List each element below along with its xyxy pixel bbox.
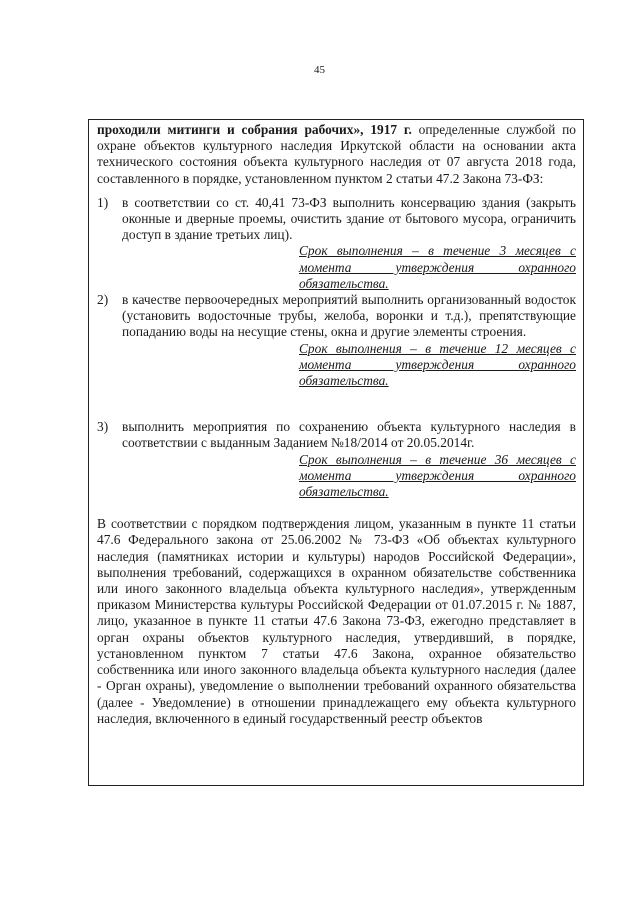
list-item-3 bbox=[97, 419, 576, 451]
list-item-text: выполнить мероприятия по сохранению объекта культурного наследия в соответствии с выданным Заданием №18/2014 от 20.05.2014г. bbox=[122, 419, 576, 451]
list-item-text: в соответствии со ст. 40,41 73-ФЗ выполнить консервацию здания (закрыть оконные и дверные проемы, очистить здание от бытового мусора, ограничить доступ в здание третьих лиц). bbox=[122, 194, 576, 243]
list-item-1 bbox=[97, 195, 576, 244]
intro-paragraph bbox=[97, 122, 576, 187]
spacer bbox=[97, 187, 576, 195]
list-item-2 bbox=[97, 292, 576, 341]
intro-bold-text: проходили митинги и собрания рабочих», 1917 г. bbox=[97, 122, 412, 137]
page-number: 45 bbox=[314, 64, 325, 76]
deadline-note-1: Срок выполнения – в течение 3 месяцев с момента утверждения охранного обязательства. bbox=[299, 243, 576, 291]
deadline-note-3: Срок выполнения – в течение 36 месяцев с момента утверждения охранного обязательства. bbox=[299, 451, 576, 500]
list-item-number: 1) bbox=[97, 194, 109, 210]
spacer bbox=[97, 500, 576, 516]
list-item-number: 2) bbox=[97, 292, 109, 308]
final-paragraph: В соответствии с порядком подтверждения лицом, указанным в пункте 11 статьи 47.6 Федерального закона от 25.06.2002 № 73-ФЗ «Об объектах культурного наследия (памятниках истории и культуры) народов Российской Федерации», выполнения требований, содержащихся в охранном обязательстве собственника или иного законного владельца объекта культурного наследия», утвержденным приказом Министерства культуры Российской Федерации от 01.07.2015 г. № 1887, лицо, указанное в пункте 11 статьи 47.6 Закона 73-ФЗ, ежегодно представляет в орган охраны объектов культурного наследия, утвердивший, в порядке, установленном пунктом 7 статьи 47.6 Закона, охранное обязательство собственника или иного законного владельца объекта культурного наследия (далее - Орган охраны), уведомление о выполнении требований охранного обязательства (далее - Уведомление) в отношении принадлежащего ему объекта культурного наследия, включенного в единый государственный реестр объектов bbox=[97, 516, 576, 726]
spacer bbox=[97, 389, 576, 419]
document-body bbox=[89, 120, 583, 727]
intro-text: определенные службой по охране объектов культурного наследия Иркутской области на основании акта технического состояния объекта культурного наследия от 07 августа 2018 года, составленного в порядке, установленном пунктом 2 статьи 47.2 Закона 73-ФЗ: bbox=[97, 122, 576, 186]
document-frame bbox=[88, 119, 584, 786]
list-item-text: в качестве первоочередных мероприятий выполнить организованный водосток (установить водосточные трубы, желоба, воронки и т.д.), препятствующие попаданию воды на несущие стены, окна и другие элементы строения. bbox=[122, 292, 576, 340]
deadline-note-2: Срок выполнения – в течение 12 месяцев с момента утверждения охранного обязательства. bbox=[299, 340, 576, 389]
list-item-number: 3) bbox=[97, 419, 109, 435]
